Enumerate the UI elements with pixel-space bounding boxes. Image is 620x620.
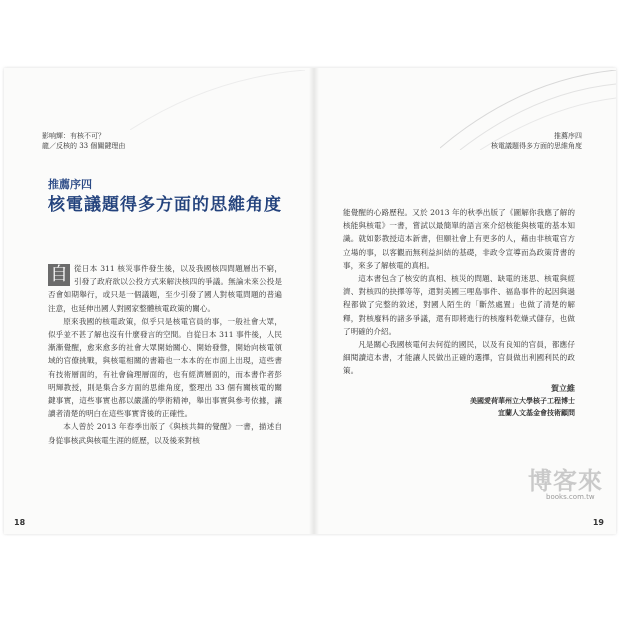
- chapter-title: 核電議題得多方面的思維角度: [48, 195, 282, 215]
- signature-affiliation: 宜蘭人文基金會技術顧問: [498, 407, 575, 417]
- gutter-shadow: [309, 68, 319, 534]
- watermark-url: books.com.tw: [546, 493, 595, 501]
- paragraph: 原來我國的核電政策，似乎只是核電官員的事，一般社會大眾，似乎並不甚了解也沒有什麼發言的空間。自從日本 311 事件後，人民漸漸覺醒，愈來愈多的社會大眾開始關心、開始發聲，開始向核電領域的官僚挑戰，與核電相關的書籍也一本本的在市面上出現，這些書有技術層面的，有社會倫理層面的，也有經濟層面的，而本書作者彭明輝教授，則是集合多方面的思維角度，整理出 33 個有關核電的關鍵事實，這些事實也都以嚴謹的學術精神，舉出事實與參考依據，讓讀者清楚的明白在這些事實背後的正確性。: [48, 316, 282, 419]
- running-head-line: 推薦序四: [554, 132, 582, 140]
- decorative-arcs-left: [130, 70, 305, 130]
- section-label: 推薦序四: [48, 178, 92, 191]
- paragraph: 能覺醒的心路歷程。又於 2013 年的秋季出版了《圖解你我應了解的核能與核電》一書，嘗試以最簡單的語言來介紹核能與核電的基本知識。就如影教授這本新書，但願社會上有更多的人，藉由非核電官方立場的事，以客觀而無利益糾結的基礎，非政令宣導而為政策背書的事，來多了解核電的真相。: [343, 208, 575, 270]
- paragraph: 凡是關心我國核電何去何從的國民，以及有良知的官員，都應仔細閱讀這本書，才能讓人民做出正確的選擇，官員做出利國利民的政策。: [343, 340, 575, 376]
- watermark-logo: 博客來: [528, 467, 603, 495]
- dropcap: 自: [50, 264, 68, 285]
- signature-name: 賀立維: [551, 382, 575, 393]
- running-head-line: 影响輝：有核不可？: [42, 132, 105, 140]
- running-head-line: 龍／反核的 33 個關鍵理由: [42, 142, 126, 150]
- paragraph-text: 從日本 311 核災事件發生後，以及我國核四問題層出不窮，引發了政府欲以公投方式來解決核四的爭議。無論未來公投是否會如期舉行，或只是一個議題，至少引發了國人對核電問題的普遍注意，也延伸出國人對國家整體核電政策的關心。: [48, 264, 282, 313]
- running-head-left: [42, 131, 125, 151]
- running-head-line: 核電議題得多方面的思維角度: [491, 142, 582, 150]
- page-number-right: 19: [592, 518, 604, 527]
- left-body-text: [48, 262, 282, 447]
- paragraph: 這本書包含了核安的真相、核災的問題、缺電的迷思、核電與經濟、對核四的抉擇等等，還對美國三哩島事件、福島事件的起因與過程都做了完整的敘述，對國人陌生的「斷然處置」也做了清楚的解釋，對核廢料的諸多爭議，還有即將進行的核廢料乾燥式儲存，也做了明確的介紹。: [343, 274, 575, 336]
- running-head-right: [491, 131, 582, 151]
- watermark: [528, 468, 606, 501]
- page-number-left: 18: [14, 518, 26, 527]
- paragraph: [48, 262, 282, 315]
- signature-affiliation: 美國愛荷華州立大學核子工程博士: [470, 395, 575, 405]
- paragraph: 本人曾於 2013 年春季出版了《與核共舞的覺醒》一書，描述自身從事核武與核電生涯的經歷，以及後來對核: [48, 422, 282, 445]
- right-body-text: [343, 206, 575, 419]
